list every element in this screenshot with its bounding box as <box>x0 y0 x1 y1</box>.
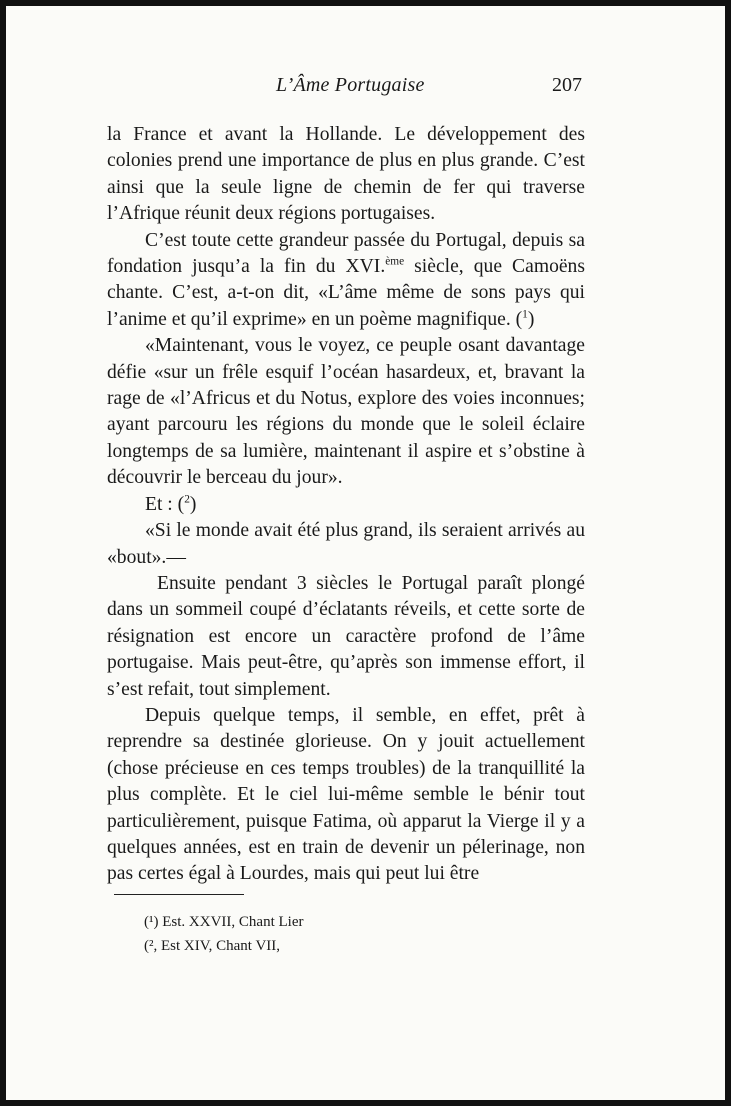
footnote-1-marker: (¹) <box>144 914 159 930</box>
footnote-2 <box>144 934 444 958</box>
paragraph-2-closing-parenthesis: ) <box>527 308 535 330</box>
page-title: L’Âme Portugaise <box>276 74 425 96</box>
paragraph-2-text-start: C’est toute cette grandeur passée du Portugal, depuis sa fondation jusqu’a la fin du XVI. <box>107 229 585 278</box>
paragraph-2-text-end: siècle, que Camoëns chante. C’est, a-t-on dit, «L’âme même de sons pays qui l’anime et qu’il exprime» en un poème magnifique. ( <box>107 256 585 330</box>
paragraph-2 <box>107 228 585 334</box>
footnote-2-text: Est XIV, Chant VII, <box>161 938 281 954</box>
footnote-2-marker: (², <box>144 938 158 954</box>
footnote-1-text: Est. XXVII, Chant Lier <box>162 914 304 930</box>
ordinal-superscript: ème <box>385 255 405 268</box>
paragraph-4 <box>107 492 585 518</box>
footnote-divider <box>114 894 244 895</box>
paragraph-6: Ensuite pendant 3 siècles le Portugal paraît plongé dans un sommeil coupé d’éclatants réveils, et cette sorte de résignation est encore un caractère profond de l’âme portugaise. Mais peut-être, qu’après son immense effort, il s’est refait, tout simplement. <box>107 572 585 700</box>
paragraph-7: Depuis quelque temps, il semble, en effet, prêt à reprendre sa destinée glorieuse. On y jouit actuellement (chose précieuse en ces temps troubles) de la tranquillité la plus complète. Et le ciel lui-même semble le bénir tout particulièrement, puisque Fatima, où apparut la Vierge il y a quelques années, est en train de devenir un pélerinage, non pas certes égal à Lourdes, mais qui peut lui être <box>107 704 585 885</box>
paragraph-3: «Maintenant, vous le voyez, ce peuple osant davantage défie «sur un frêle esquif l’océan hasardeux, et, bravant la rage de «l’Africus et du Notus, explore des voies inconnues; ayant parcouru les régions du monde que le soleil éclaire longtemps de sa lumière, maintenant il aspire et s’obstine à découvrir le berceau du jour». <box>107 335 585 489</box>
main-text <box>107 122 585 888</box>
page-number: 207 <box>552 74 582 96</box>
footnote-reference-2: 2 <box>184 493 190 506</box>
paragraph-5: «Si le monde avait été plus grand, ils seraient arrivés au «bout».— <box>107 520 585 568</box>
paragraph-4-closing-parenthesis: ) <box>189 493 197 515</box>
paragraph-4-text: Et : ( <box>145 493 185 515</box>
footnote-reference-1: 1 <box>522 308 528 321</box>
running-header <box>106 74 602 104</box>
footnote-1 <box>144 910 444 934</box>
paragraph-1: la France et avant la Hollande. Le développement des colonies prend une importance de plus en plus grande. C’est ainsi que la seule ligne de chemin de fer qui traverse l’Afrique réunit deux régions portugaises. <box>107 124 585 225</box>
footnotes <box>144 910 444 958</box>
